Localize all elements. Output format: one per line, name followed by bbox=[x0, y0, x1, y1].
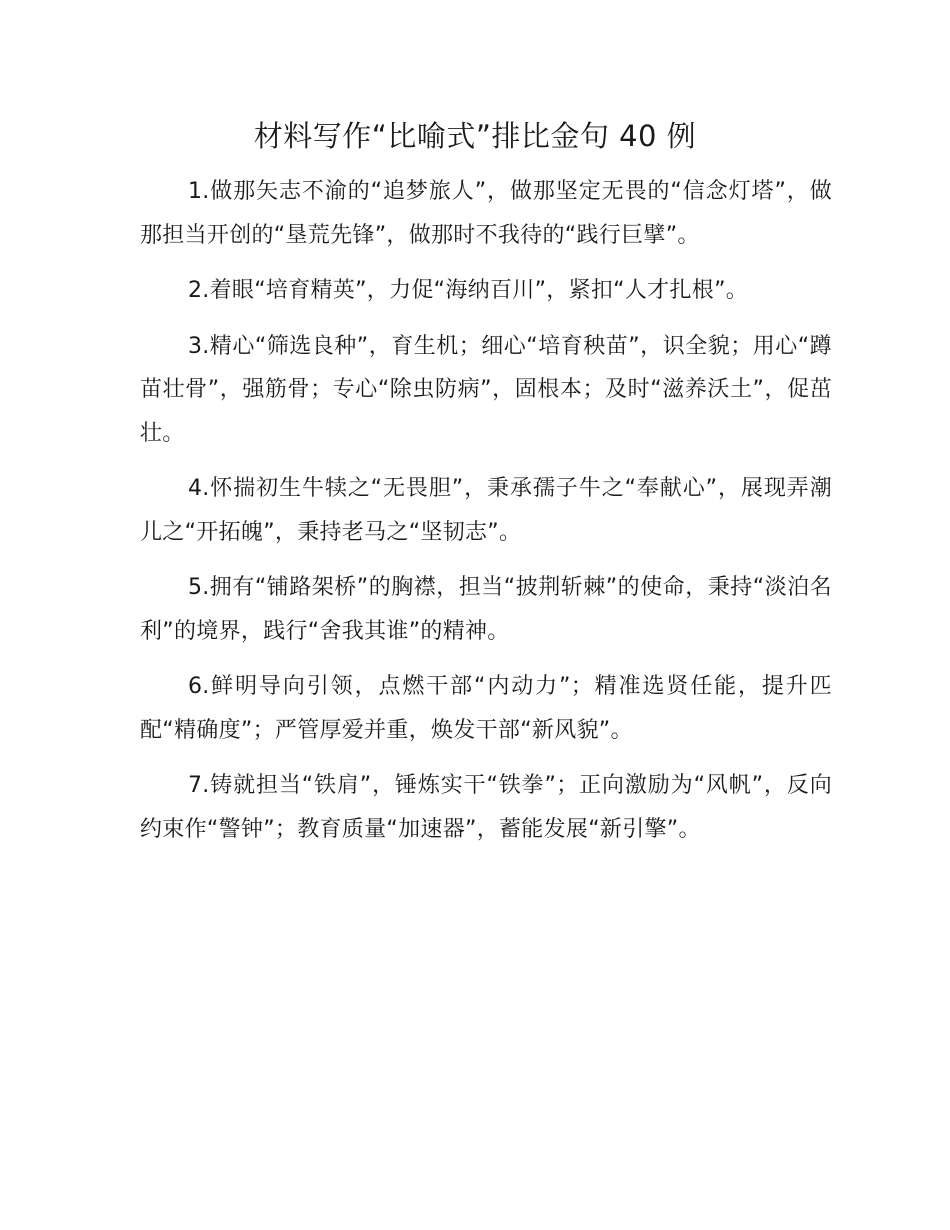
paragraph-7: 7.铸就担当“铁肩”，锤炼实干“铁拳”；正向激励为“风帆”，反向约束作“警钟”；教育质量“加速器”，蓄能发展“新引擎”。 bbox=[140, 773, 832, 842]
paragraph-2: 2.着眼“培育精英”，力促“海纳百川”，紧扣“人才扎根”。 bbox=[188, 278, 749, 303]
paragraph-4: 4.怀揣初生牛犊之“无畏胆”，秉承孺子牛之“奉献心”，展现弄潮儿之“开拓魄”，秉持老马之“坚韧志”。 bbox=[140, 476, 832, 545]
paragraph-6: 6.鲜明导向引领，点燃干部“内动力”；精准选贤任能，提升匹配“精确度”；严管厚爱并重，焕发干部“新风貌”。 bbox=[140, 674, 832, 743]
document-title: 材料写作“比喻式”排比金句 40 例 bbox=[253, 119, 697, 153]
paragraph-5: 5.拥有“铺路架桥”的胸襟，担当“披荆斩棘”的使命，秉持“淡泊名利”的境界，践行“舍我其谁”的精神。 bbox=[140, 575, 832, 644]
document-body bbox=[140, 170, 832, 863]
paragraph-1: 1.做那矢志不渝的“追梦旅人”，做那坚定无畏的“信念灯塔”，做那担当开创的“垦荒先锋”，做那时不我待的“践行巨擘”。 bbox=[140, 179, 832, 248]
paragraph-3: 3.精心“筛选良种”，育生机；细心“培育秧苗”，识全貌；用心“蹲苗壮骨”，强筋骨；专心“除虫防病”，固根本；及时“滋养沃土”，促茁壮。 bbox=[140, 333, 832, 446]
